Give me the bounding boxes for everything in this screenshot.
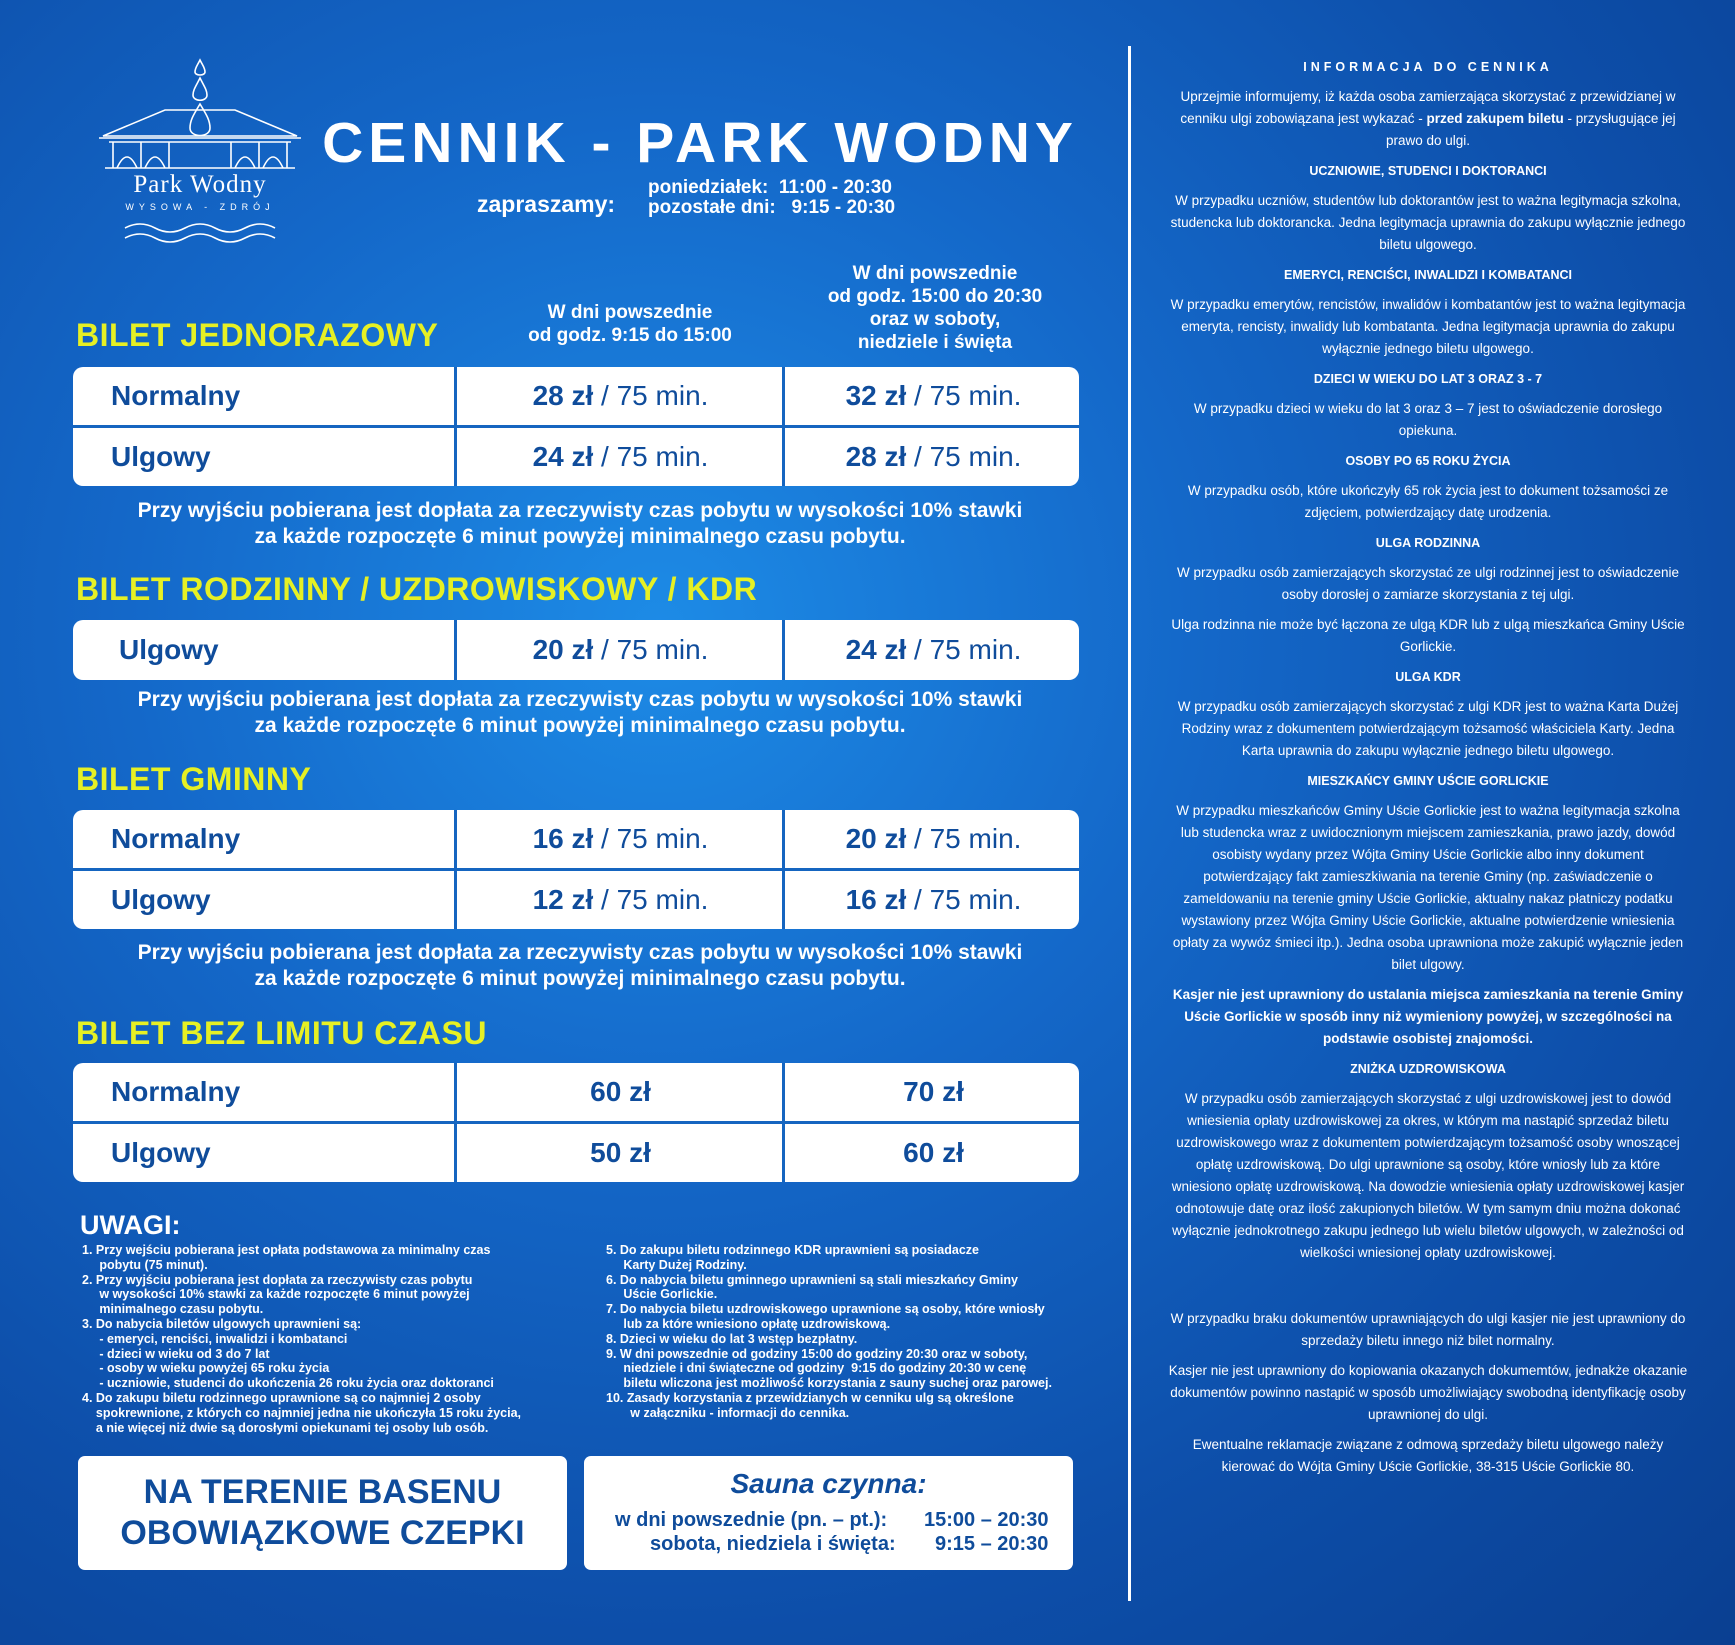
price-table-municipal	[73, 810, 1079, 929]
table-row	[73, 620, 1079, 680]
remark-line: - osoby w wieku powyżej 65 roku życia	[82, 1361, 330, 1376]
column-header-weekday-morning	[455, 301, 805, 347]
section-title-single: BILET JEDNORAZOWY	[76, 317, 439, 353]
remark-line: 4. Do zakupu biletu rodzinnego uprawnione są co najmniej 2 osoby	[82, 1390, 481, 1405]
info-heading: MIESZKAŃCY GMINY UŚCIE GORLICKIE	[1307, 774, 1549, 788]
section-title-family: BILET RODZINNY / UZDROWISKOWY / KDR	[76, 571, 758, 607]
note-line: Przy wyjściu pobierana jest dopłata za rzeczywisty czas pobytu w wysokości 10% stawki	[137, 941, 1023, 964]
sauna-hours-box	[584, 1456, 1073, 1570]
column-header-line: od godz. 9:15 do 15:00	[528, 325, 732, 346]
info-heading: UCZNIOWIE, STUDENCI I DOKTORANCI	[1309, 164, 1547, 178]
price-cell	[782, 1063, 1079, 1121]
price-cell	[782, 810, 1079, 868]
info-intro	[1168, 86, 1688, 152]
duration: / 75 min.	[593, 441, 709, 472]
price-cell	[454, 810, 784, 868]
remark-line: spokrewnione, z których co najmniej jedna nie ukończyła 15 roku życia,	[82, 1405, 522, 1420]
note-line: Przy wyjściu pobierana jest dopłata za rzeczywisty czas pobytu w wysokości 10% stawki	[137, 688, 1023, 711]
row-label: Normalny	[111, 1076, 241, 1107]
table-row	[73, 868, 1079, 929]
sauna-weekday-hours: 15:00 – 20:30	[924, 1509, 1049, 1531]
building-logo-icon	[95, 58, 305, 263]
park-wodny-logo	[95, 58, 305, 263]
info-heading: DZIECI W WIEKU DO LAT 3 ORAZ 3 - 7	[1313, 372, 1543, 386]
remark-line: Uście Gorlickie.	[606, 1287, 718, 1302]
price-table-single	[73, 367, 1079, 486]
price: 16 zł	[845, 884, 907, 915]
info-intro-text: Uprzejmie informujemy, iż każda osoba zamierzająca skorzystać z przewidzianej w cenniku ulgi zobowiązana jest wykazać -	[1180, 89, 1676, 126]
price: 20 zł	[845, 823, 907, 854]
price-cell	[782, 428, 1079, 486]
info-heading: ULGA KDR	[1395, 670, 1461, 684]
remark-line: niedziele i dni świąteczne od godziny 9:15 do godziny 20:30 w cenę	[606, 1361, 1027, 1376]
remark-line: w załączniku - informacji do cennika.	[606, 1405, 850, 1420]
section-title-municipal: BILET GMINNY	[76, 761, 312, 797]
remarks-right	[606, 1243, 1052, 1421]
remark-line: pobytu (75 minut).	[82, 1257, 208, 1272]
info-intro-emphasis: przed zakupem biletu	[1426, 111, 1564, 126]
surcharge-note	[75, 940, 1085, 992]
remark-line: - dzieci w wieku od 3 do 7 lat	[82, 1346, 270, 1361]
remark-line: 1. Przy wejściu pobierana jest opłata podstawowa za minimalny czas	[82, 1243, 491, 1257]
table-row	[73, 367, 1079, 425]
price-cell	[454, 428, 784, 486]
info-text: W przypadku uczniów, studentów lub doktorantów jest to ważna legitymacja szkolna, studencka lub doktorancka. Jedna legitymacja uprawnia do zakupu wyłącznie jednego biletu ulgowego.	[1170, 193, 1686, 252]
info-intro-text: - przysługujące jej prawo do ulgi.	[1385, 111, 1676, 148]
note-line: Przy wyjściu pobierana jest dopłata za rzeczywisty czas pobytu w wysokości 10% stawki	[137, 499, 1023, 522]
remark-line: 10. Zasady korzystania z przewidzianych w cenniku ulg są określone	[606, 1390, 1014, 1405]
remarks-title: UWAGI:	[80, 1210, 181, 1240]
price-cell	[454, 1124, 784, 1182]
row-label: Normalny	[111, 380, 241, 411]
sauna-weekend-hours: 9:15 – 20:30	[935, 1533, 1049, 1555]
sauna-weekend-label: sobota, niedziela i święta:	[650, 1533, 896, 1555]
price: 50 zł	[590, 1137, 651, 1168]
info-text: W przypadku osób zamierzających skorzystać ze ulgi rodzinnej jest to oświadczenie osoby dorosłej o zamiarze skorzystania z tej ulgi.	[1177, 565, 1679, 602]
duration: / 75 min.	[906, 441, 1022, 472]
column-header-line: oraz w soboty,	[869, 309, 1001, 330]
price-cell	[782, 620, 1079, 680]
remark-line: - uczniowie, studenci do ukończenia 26 roku życia oraz doktoranci	[82, 1376, 494, 1391]
column-header-line: W dni powszednie	[547, 302, 713, 323]
note-line: za każde rozpoczęte 6 minut powyżej minimalnego czasu pobytu.	[254, 714, 906, 737]
info-text: W przypadku osób zamierzających skorzystać z ulgi KDR jest to ważna Karta Dużej Rodziny wraz z dokumentem potwierdzającym tożsamość właściciela Karty. Jedna Karta uprawnia do zakupu wyłącznie jednego biletu ulgowego.	[1177, 699, 1679, 758]
row-label: Ulgowy	[111, 1137, 211, 1168]
row-label: Ulgowy	[111, 884, 211, 915]
info-heading: ZNIŻKA UZDROWISKOWA	[1350, 1062, 1506, 1076]
info-closing: Kasjer nie jest uprawniony do kopiowania okazanych dokumemtów, jednakże okazanie dokumentów powinno nastąpić w sposób umożliwiający swobodną identyfikację osoby uprawnionej do ulgi.	[1168, 1363, 1688, 1422]
hours-other-days: pozostałe dni: 9:15 - 20:30	[648, 197, 896, 218]
remark-line: 2. Przy wyjściu pobierana jest dopłata za rzeczywisty czas pobytu	[82, 1272, 473, 1287]
price: 60 zł	[590, 1076, 651, 1107]
surcharge-note	[75, 687, 1085, 739]
price: 28 zł	[845, 441, 907, 472]
price-cell	[782, 1124, 1079, 1182]
section-title-unlimited: BILET BEZ LIMITU CZASU	[76, 1015, 487, 1051]
column-header-line: od godz. 15:00 do 20:30	[827, 286, 1043, 307]
swim-cap-notice	[78, 1456, 567, 1570]
table-row	[73, 425, 1079, 486]
row-label: Ulgowy	[119, 634, 219, 665]
logo-name: Park Wodny	[133, 171, 267, 198]
price-cell	[454, 367, 784, 425]
remark-line: minimalnego czasu pobytu.	[82, 1302, 264, 1317]
info-text: W przypadku dzieci w wieku do lat 3 oraz 3 – 7 jest to oświadczenie dorosłego opiekuna.	[1193, 401, 1663, 438]
info-text-bold: Kasjer nie jest uprawniony do ustalania miejsca zamieszkania na terenie Gminy Uście Gorlickie w sposób inny niż wymieniony powyżej, w szczególności na podstawie osobistej znajomości.	[1172, 987, 1684, 1046]
duration: / 75 min.	[906, 380, 1022, 411]
price-cell	[454, 1063, 784, 1121]
column-divider	[1128, 46, 1131, 1601]
info-closing: W przypadku braku dokumentów uprawniających do ulgi kasjer nie jest uprawniony do sprzedaży biletu innego niż bilet normalny.	[1170, 1311, 1686, 1348]
info-text: W przypadku mieszkańców Gminy Uście Gorlickie jest to ważna legitymacja szkolna lub studencka wraz z uwidocznionym miejscem zamieszkania, prawo jazdy, dowód osobisty wydany przez Wójta Gminy Uście Gorlickie albo inny dokument potwierdzający fakt zamieszkiwania na terenie Gminy (np. zaświadczenie o zameldowaniu na terenie gminy Uście Gorlickie, aktualny nakaz płatniczy podatku wystawiony przez Wójta Gminy Uście Gorlickie, aktualne potwierdzenie wniesienia opłaty za wywóz śmieci itp.). Jedna osoba uprawniona może zakupić wyłącznie jeden bilet ulgowy.	[1172, 803, 1684, 972]
info-text: W przypadku osób, które ukończyły 65 rok życia jest to dokument tożsamości ze zdjęciem, potwierdzający datę urodzenia.	[1187, 483, 1669, 520]
price-list-info	[1168, 56, 1688, 1486]
note-line: za każde rozpoczęte 6 minut powyżej minimalnego czasu pobytu.	[254, 525, 906, 548]
remark-line: biletu wliczona jest możliwość korzystania z sauny suchej oraz parowej.	[606, 1376, 1052, 1391]
column-header-afternoon-weekend	[780, 262, 1090, 354]
remark-line: - emeryci, renciści, inwalidzi i kombatanci	[82, 1331, 348, 1346]
price-table-unlimited	[73, 1063, 1079, 1182]
price-table-family	[73, 620, 1079, 680]
info-heading: ULGA RODZINNA	[1375, 536, 1481, 550]
table-row	[73, 810, 1079, 868]
price: 24 zł	[845, 634, 907, 665]
duration: / 75 min.	[593, 634, 709, 665]
cap-line: NA TERENIE BASENU	[143, 1473, 502, 1511]
invite-label: zapraszamy:	[477, 191, 616, 217]
remark-line: 5. Do zakupu biletu rodzinnego KDR uprawnieni są posiadacze	[606, 1243, 979, 1257]
row-label: Ulgowy	[111, 441, 211, 472]
hours-monday: poniedziałek: 11:00 - 20:30	[648, 177, 892, 198]
page-title: CENNIK - PARK WODNY	[322, 111, 1078, 175]
sauna-weekday-label: w dni powszednie (pn. – pt.):	[615, 1509, 888, 1531]
cap-line: OBOWIĄZKOWE CZEPKI	[120, 1514, 525, 1552]
duration: / 75 min.	[906, 884, 1022, 915]
info-closing: Ewentualne reklamacje związane z odmową sprzedaży biletu ulgowego należy kierować do Wójta Gminy Uście Gorlickie, 38-315 Uście Gorlickie 80.	[1192, 1437, 1664, 1474]
price: 70 zł	[903, 1076, 964, 1107]
duration: / 75 min.	[593, 380, 709, 411]
info-heading: EMERYCI, RENCIŚCI, INWALIDZI I KOMBATANCI	[1284, 268, 1572, 282]
row-label: Normalny	[111, 823, 241, 854]
remark-line: a nie więcej niż dwie są dorosłymi opiekunami tej osoby lub osób.	[82, 1420, 489, 1435]
column-header-line: niedziele i święta	[857, 332, 1013, 353]
info-text: Ulga rodzinna nie może być łączona ze ulgą KDR lub z ulgą mieszkańca Gminy Uście Gorlickie.	[1171, 617, 1685, 654]
note-line: za każde rozpoczęte 6 minut powyżej minimalnego czasu pobytu.	[254, 967, 906, 990]
sauna-title: Sauna czynna:	[730, 1468, 927, 1499]
price-cell	[454, 871, 784, 929]
duration: / 75 min.	[593, 823, 709, 854]
remarks-left	[82, 1243, 521, 1435]
price: 16 zł	[532, 823, 594, 854]
remark-line: w wysokości 10% stawki za każde rozpoczęte 6 minut powyżej	[82, 1287, 470, 1302]
price: 12 zł	[532, 884, 594, 915]
price: 28 zł	[532, 380, 594, 411]
price: 24 zł	[532, 441, 594, 472]
column-header-line: W dni powszednie	[852, 263, 1018, 284]
info-title: INFORMACJA DO CENNIKA	[1303, 60, 1553, 74]
remark-line: 8. Dzieci w wieku do lat 3 wstęp bezpłatny.	[606, 1331, 858, 1346]
remark-line: 6. Do nabycia biletu gminnego uprawnieni są stali mieszkańcy Gminy	[606, 1272, 1018, 1287]
remark-line: lub za które wniesiono opłatę uzdrowiskową.	[606, 1316, 891, 1331]
info-heading: OSOBY PO 65 ROKU ŻYCIA	[1345, 454, 1511, 468]
info-text: W przypadku osób zamierzających skorzystać z ulgi uzdrowiskowej jest to dowód wniesienia opłaty uzdrowiskowej za okres, w którym ma nastąpić sprzedaż biletu uzdrowiskowego wraz z dokumentem potwierdzającym tożsamość osoby wnoszącej opłatę uzdrowiskową. Do ulgi uprawnione są osoby, które wniosły lub za które wniesiono opłatę uzdrowiskową. Na dowodzie wniesienia opłaty uzdrowiskowej kasjer odnotowuje datę oraz ilość zakupionych biletów. W tym samym dniu można dokonać wyłącznie jednokrotnego zakupu jednego lub wielu biletów ulgowych, w zależności od wielkości wniesionej opłaty uzdrowiskowej.	[1171, 1091, 1685, 1260]
price-cell	[782, 367, 1079, 425]
price: 32 zł	[845, 380, 907, 411]
remark-line: 7. Do nabycia biletu uzdrowiskowego uprawnione są osoby, które wniosły	[606, 1302, 1045, 1317]
duration: / 75 min.	[906, 634, 1022, 665]
remark-line: 9. W dni powszednie od godziny 15:00 do godziny 20:30 oraz w soboty,	[606, 1346, 1028, 1361]
table-row	[73, 1121, 1079, 1182]
duration: / 75 min.	[593, 884, 709, 915]
price-cell	[782, 871, 1079, 929]
table-row	[73, 1063, 1079, 1121]
duration: / 75 min.	[906, 823, 1022, 854]
price: 20 zł	[532, 634, 594, 665]
remark-line: Karty Dużej Rodziny.	[606, 1257, 747, 1272]
info-text: W przypadku emerytów, rencistów, inwalidów i kombatantów jest to ważna legitymacja emeryta, rencisty, inwalidy lub kombatanta. Jedna legitymacja uprawnia do zakupu wyłącznie jednego biletu ulgowego.	[1170, 297, 1686, 356]
price: 60 zł	[903, 1137, 964, 1168]
price-cell	[454, 620, 784, 680]
surcharge-note	[75, 498, 1085, 550]
logo-subtitle: WYSOWA - ZDRÓJ	[125, 202, 275, 212]
remark-line: 3. Do nabycia biletów ulgowych uprawnieni są:	[82, 1316, 362, 1331]
